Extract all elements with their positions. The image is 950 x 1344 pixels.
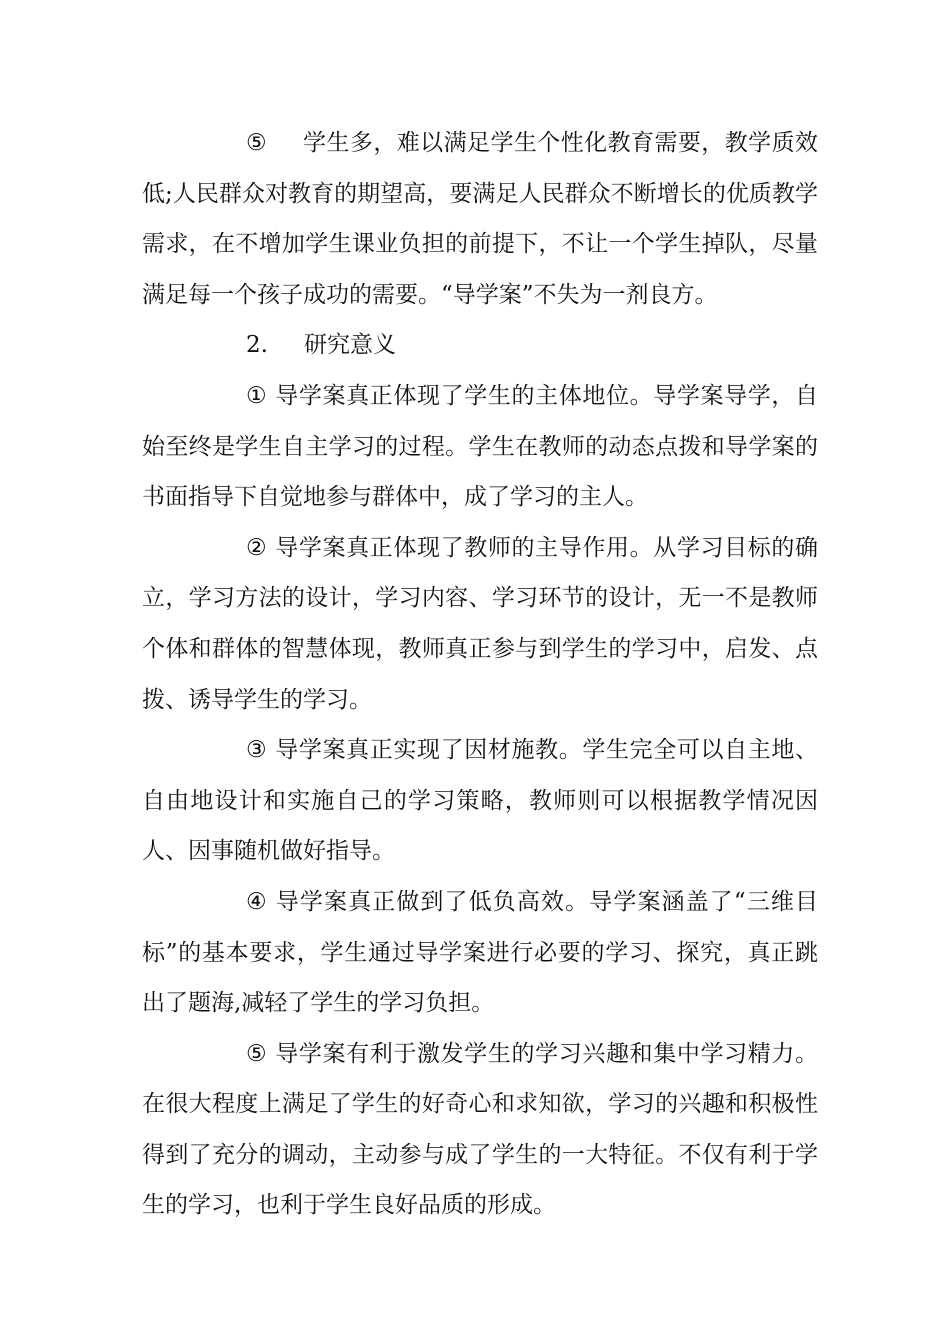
list-marker: ③ (246, 737, 267, 764)
list-marker: ① (246, 382, 267, 409)
document-body (142, 118, 818, 1231)
list-marker: ② (246, 534, 267, 561)
list-marker: ④ (246, 888, 267, 915)
section-number: 2. (246, 332, 268, 359)
list-marker: ⑤ (246, 1040, 267, 1067)
paragraph-text: 导学案真正做到了低负高效。导学案涵盖了“三维目标”的基本要求，学生通过导学案进行必要的学习、探究，真正跳出了题海,减轻了学生的学习负担。 (142, 888, 818, 1017)
paragraph-text: 导学案真正实现了因材施教。学生完全可以自主地、自由地设计和实施自己的学习策略，教师则可以根据教学情况因人、因事随机做好指导。 (142, 737, 818, 865)
paragraph-significance-2 (142, 523, 818, 725)
paragraph-significance-3 (142, 725, 818, 877)
paragraph-text: 学生多，难以满足学生个性化教育需要，教学质效低;人民群众对教育的期望高，要满足人民群众不断增长的优质教学需求，在不增加学生课业负担的前提下，不让一个学生掉队，尽量满足每一个孩子成功的需要。“导学案”不失为一剂良方。 (142, 130, 818, 308)
list-marker: ⑤ (246, 130, 267, 156)
paragraph-problem-5 (142, 118, 818, 320)
paragraph-significance-4 (142, 877, 818, 1029)
paragraph-significance-1 (142, 371, 818, 523)
paragraph-significance-5 (142, 1029, 818, 1231)
section-title: 研究意义 (303, 332, 396, 359)
paragraph-text: 导学案有利于激发学生的学习兴趣和集中学习精力。在很大程度上满足了学生的好奇心和求知欲，学习的兴趣和积极性得到了充分的调动，主动参与成了学生的一大特征。不仅有利于学生的学习，也利于学生良好品质的形成。 (142, 1040, 818, 1219)
paragraph-text: 导学案真正体现了学生的主体地位。导学案导学，自始至终是学生自主学习的过程。学生在教师的动态点拨和导学案的书面指导下自觉地参与群体中，成了学习的主人。 (142, 382, 818, 511)
paragraph-text: 导学案真正体现了教师的主导作用。从学习目标的确立，学习方法的设计，学习内容、学习环节的设计，无一不是教师个体和群体的智慧体现，教师真正参与到学生的学习中，启发、点拨、诱导学生的学习。 (142, 534, 818, 713)
section-heading-research-significance (142, 320, 818, 371)
